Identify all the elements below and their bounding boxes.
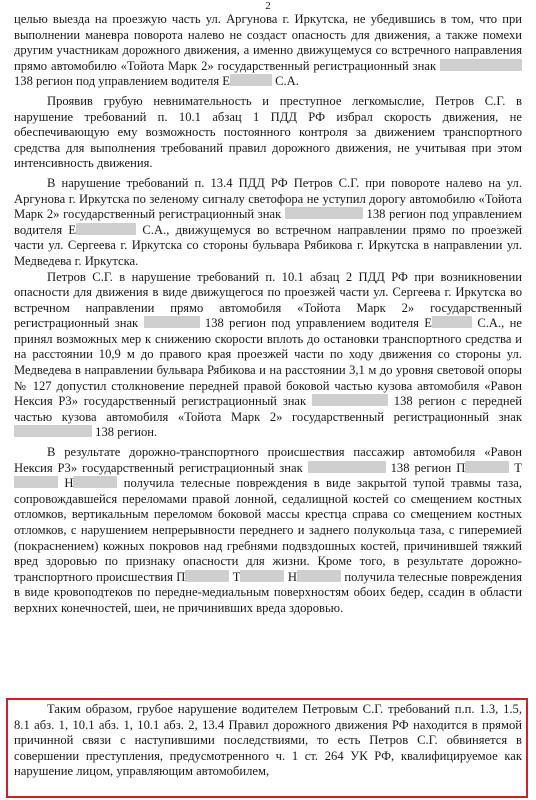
redacted-name [240, 570, 284, 582]
paragraph-2: Проявив грубую невнимательность и преступное легкомыслие, Петров С.Г. в нарушение требований п. 10.1 абзац 1 ПДД РФ избрал скорость движения, не обеспечивающую ему возможность постоянного контроля за движением транспортного средства для выполнения требований правил дорожного движения, не учитывая при этом интенсивность движения. [14, 93, 522, 171]
redacted-name [297, 570, 341, 582]
redacted-name [465, 461, 509, 473]
document-body [14, 12, 522, 617]
paragraph-6: Таким образом, грубое нарушение водителем Петровым С.Г. требований п.п. 1.3, 1.5, 8.1 абз. 1, 10.1 абз. 1, 10.1 абз. 2, 13.4 Правил дорожного движения РФ находится в прямой причинной связи с наступившими последствиями, то есть Петров С.Г. обвиняется в совершении преступления, предусмотренного ч. 1 ст. 264 УК РФ, квалифицируемое как нарушение лицом, управляющим автомобилем, [14, 702, 522, 779]
redacted-plate [14, 425, 92, 437]
redacted-name [14, 476, 58, 488]
page-number: 2 [265, 0, 271, 12]
paragraph-3: В нарушение требований п. 13.4 ПДД РФ Петров С.Г. при повороте налево на ул. Аргунова г. Иркутска по зеленому сигналу светофора не уступил дорогу автомобилю «Тойота Марк 2» государственный регистрационный знак 138 регион под управлением водителя Е С.А., движущемуся во встречном направлении прямо по проезжей части ул. Сергеева г. Иркутска со стороны бульвара Рябикова г. Иркутска в направлении ул. Медведева г. Иркутска. [14, 175, 523, 268]
paragraph-5: В результате дорожно-транспортного происшествия пассажир автомобиля «Равон Нексия Р3» государственный регистрационный знак 138 регион П Т Н получила телесные повреждения в виде закрытой тупой травмы таза, сопровождавшейся переломами правой лонной, седалищной костей со смещением костных отломков, вертикальным переломом боковой массы крестца справа со смещением костных отломков, с нарушением непрерывности переднего и заднего полукольца таза, с гиперемией (покраснением) кожных покровов над гребнями подвздошных костей, причинившей тяжкий вред здоровью по признаку опасности для жизни. Кроме того, в результате дорожно-транспортного происшествия П Т Н получила телесные повреждения в виде кровоподтеков по передне-медиальным поверхностям обоих бедер, ссадин в области верхних конечностей, шеи, не причинивших вреда здоровью. [14, 445, 522, 615]
redacted-name [185, 570, 229, 582]
redacted-plate [312, 394, 388, 406]
redacted-name [230, 74, 272, 86]
redacted-name [76, 223, 136, 235]
paragraph-1: целью выезда на проезжую часть ул. Аргунова г. Иркутска, не убедившись в том, что при выполнении маневра поворота налево не создаст опасность для движения, а также помехи другим участникам дорожного движения, а именно движущемуся со встречного направления прямо автомобилю «Тойота Марк 2» государственный регистрационный знак 138 регион под управлением водителя Е С.А. [14, 12, 522, 89]
highlighted-paragraph [14, 702, 522, 780]
redacted-plate [440, 59, 522, 71]
redacted-plate [308, 461, 386, 473]
redacted-name [73, 476, 117, 488]
redacted-plate [285, 207, 363, 219]
redacted-plate [144, 316, 200, 328]
redacted-name [432, 316, 472, 328]
paragraph-4: Петров С.Г. в нарушение требований п. 10.1 абзац 2 ПДД РФ при возникновении опасности для движения в виде движущегося по проезжей части ул. Сергеева г. Иркутска во встречном направлении прямо автомобиля «Тойота Марк 2» государственный регистрационный знак 138 регион под управлением водителя Е С.А., не принял возможных мер к снижению скорости вплоть до остановки транспортного средства и на расстоянии 10,9 м до правого края проезжей части по ходу движения со стороны ул. Медведева в направлении бульвара Рябикова и на расстоянии 3,1 м до уровня световой опоры № 127 допустил столкновение передней правой боковой частью кузова автомобиля «Равон Нексия Р3» государственный регистрационный знак 138 регион с передней частью кузова автомобиля «Тойота Марк 2» государственный регистрационный знак 138 регион. [14, 269, 523, 440]
